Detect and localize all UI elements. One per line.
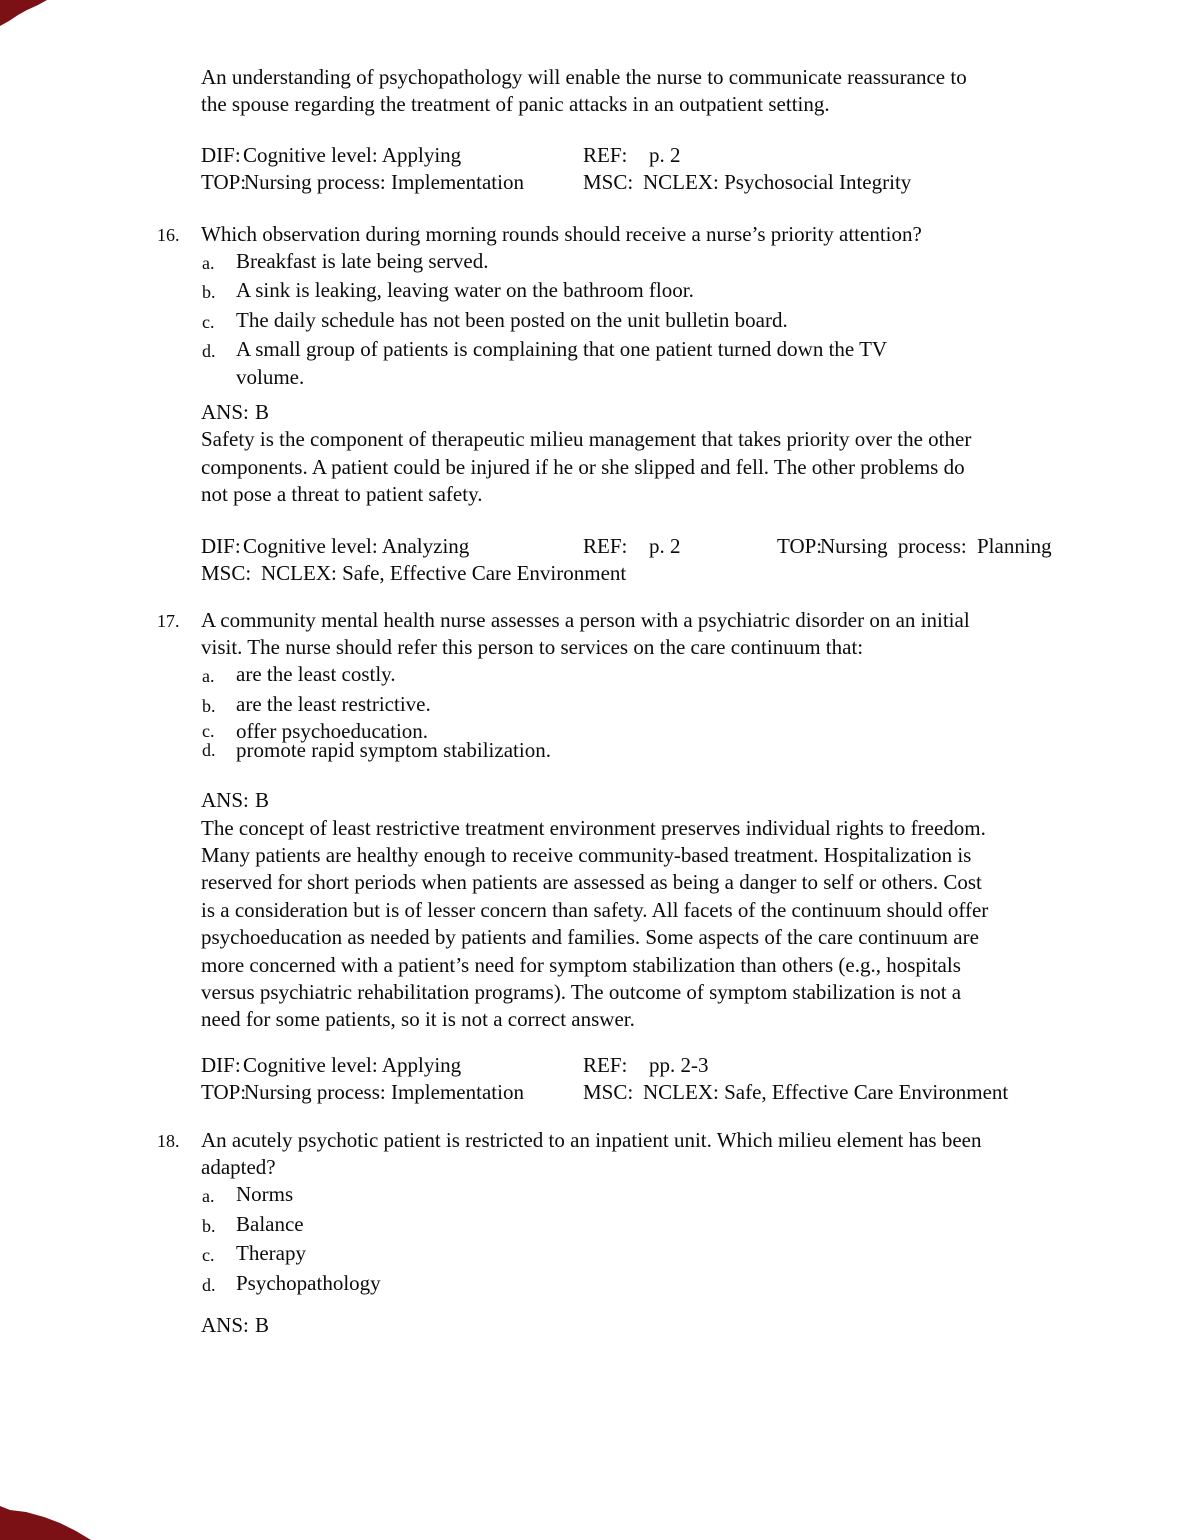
option-line: promote rapid symptom stabilization. [236, 738, 551, 763]
answer-label: ANS: [201, 1313, 249, 1338]
option-letter: a. [202, 666, 215, 687]
metadata-block [201, 142, 1101, 197]
metadata-block [201, 1052, 1101, 1107]
meta-label: MSC: [583, 170, 634, 195]
option-row [201, 248, 1101, 277]
meta-label: DIF: [201, 533, 241, 558]
meta-row [201, 142, 1101, 169]
option-line: are the least costly. [236, 662, 396, 687]
question-number: 16. [157, 224, 180, 245]
meta-value: Nursing process: Implementation [244, 1080, 524, 1105]
option-letter: b. [202, 1215, 216, 1236]
option-letter: d. [202, 1274, 216, 1295]
option-line: A sink is leaking, leaving water on the bathroom floor. [236, 278, 694, 303]
option-line: are the least restrictive. [236, 691, 431, 716]
meta-label: MSC: [583, 1080, 634, 1105]
options-list [201, 248, 1101, 391]
option-line: Balance [236, 1211, 304, 1236]
scan-artifact-bottom-left [0, 1504, 92, 1540]
rationale-line: is a consideration but is of lesser concern than safety. All facets of the continuum should offer [201, 897, 989, 922]
paragraph-line: An understanding of psychopathology will enable the nurse to communicate reassurance to [201, 65, 967, 89]
meta-row [201, 1079, 1101, 1106]
meta-row [201, 533, 1101, 560]
meta-label: REF: [583, 1052, 628, 1077]
meta-label: REF: [583, 142, 628, 167]
rationale-line: Many patients are healthy enough to receive community-based treatment. Hospitalization is [201, 842, 972, 867]
meta-label: DIF: [201, 142, 241, 167]
option-line: A small group of patients is complaining that one patient turned down the TV [236, 337, 888, 362]
option-line: The daily schedule has not been posted on the unit bulletin board. [236, 307, 788, 332]
question-number: 17. [157, 610, 180, 631]
rationale-line: versus psychiatric rehabilitation programs). The outcome of symptom stabilization is not a [201, 979, 962, 1004]
rationale-line: more concerned with a patient’s need for symptom stabilization than others (e.g., hospitals [201, 952, 961, 977]
meta-value: Cognitive level: Analyzing [243, 533, 470, 558]
answer-value: B [255, 400, 270, 425]
meta-label: MSC: [201, 561, 252, 586]
meta-value: NCLEX: Safe, Effective Care Environment [643, 1080, 1009, 1105]
answer-row [201, 1312, 1101, 1339]
option-letter: a. [202, 253, 215, 274]
answer-label: ANS: [201, 788, 249, 813]
answer-value: B [255, 1313, 270, 1338]
options-list [201, 661, 1101, 763]
meta-row [201, 560, 1101, 587]
continuation-paragraph [201, 64, 1101, 119]
rationale-line: Safety is the component of therapeutic milieu management that takes priority over the other [201, 427, 972, 452]
option-letter: c. [202, 311, 215, 332]
options-list [201, 1181, 1101, 1299]
option-row [201, 661, 1101, 690]
stem-line: A community mental health nurse assesses a person with a psychiatric disorder on an initial [201, 607, 970, 632]
meta-value: Nursing process: Planning [820, 533, 1052, 558]
meta-label: DIF: [201, 1052, 241, 1077]
option-line: volume. [236, 364, 305, 389]
option-row [201, 1211, 1101, 1240]
rationale-line: need for some patients, so it is not a correct answer. [201, 1007, 635, 1032]
answer-row [201, 787, 1101, 814]
option-line: offer psychoeducation. [236, 719, 429, 744]
option-line: Breakfast is late being served. [236, 249, 489, 274]
option-row [201, 1181, 1101, 1210]
option-letter: b. [202, 695, 216, 716]
answer-label: ANS: [201, 400, 249, 425]
metadata-block [201, 533, 1101, 588]
scan-artifact-top-left [0, 0, 50, 28]
rationale-line: The concept of least restrictive treatment environment preserves individual rights to freedom. [201, 815, 986, 840]
rationale-line: components. A patient could be injured if he or she slipped and fell. The other problems do [201, 454, 965, 479]
meta-label: TOP: [201, 170, 247, 195]
option-row [201, 738, 1101, 763]
option-letter: c. [202, 721, 215, 742]
stem-line: Which observation during morning rounds should receive a nurse’s priority attention? [201, 221, 922, 246]
rationale [201, 815, 1101, 1034]
option-letter: c. [202, 1245, 215, 1266]
rationale [201, 426, 1101, 508]
rationale-line: psychoeducation as needed by patients and families. Some aspects of the care continuum are [201, 925, 979, 950]
meta-label: TOP: [201, 1080, 247, 1105]
meta-value: p. 2 [649, 533, 681, 558]
option-letter: d. [202, 341, 216, 362]
stem-line: adapted? [201, 1155, 276, 1179]
option-row [201, 277, 1101, 306]
question-16 [157, 221, 1101, 588]
option-row [201, 307, 1101, 336]
option-letter: d. [202, 740, 216, 761]
option-line: Norms [236, 1182, 294, 1207]
option-line: Therapy [236, 1241, 306, 1266]
option-row [201, 1270, 1101, 1299]
page-content [157, 64, 1101, 1339]
meta-label: TOP: [777, 533, 823, 558]
meta-value: NCLEX: Safe, Effective Care Environment [261, 561, 627, 586]
rationale-line: reserved for short periods when patients are assessed as being a danger to self or others. Cost [201, 870, 982, 895]
meta-value: NCLEX: Psychosocial Integrity [643, 170, 912, 195]
answer-value: B [255, 788, 270, 813]
question-17 [157, 607, 1101, 1107]
question-number: 18. [157, 1130, 180, 1151]
stem-line: An acutely psychotic patient is restricted to an inpatient unit. Which milieu element has been [201, 1127, 982, 1152]
rationale-line: not pose a threat to patient safety. [201, 482, 483, 507]
option-line: Psychopathology [236, 1270, 381, 1295]
option-row [201, 336, 1101, 391]
meta-value: Nursing process: Implementation [244, 170, 524, 195]
meta-value: pp. 2-3 [649, 1052, 709, 1077]
option-letter: b. [202, 282, 216, 303]
meta-value: Cognitive level: Applying [243, 142, 462, 167]
meta-row [201, 169, 1101, 196]
option-row [201, 1240, 1101, 1269]
meta-label: REF: [583, 533, 628, 558]
meta-row [201, 1052, 1101, 1079]
meta-value: Cognitive level: Applying [243, 1052, 462, 1077]
paragraph-line: the spouse regarding the treatment of panic attacks in an outpatient setting. [201, 92, 830, 117]
option-letter: a. [202, 1186, 215, 1207]
question-18 [157, 1127, 1101, 1340]
option-row [201, 691, 1101, 720]
meta-value: p. 2 [649, 142, 681, 167]
answer-row [201, 399, 1101, 426]
stem-line: visit. The nurse should refer this person to services on the care continuum that: [201, 634, 864, 659]
